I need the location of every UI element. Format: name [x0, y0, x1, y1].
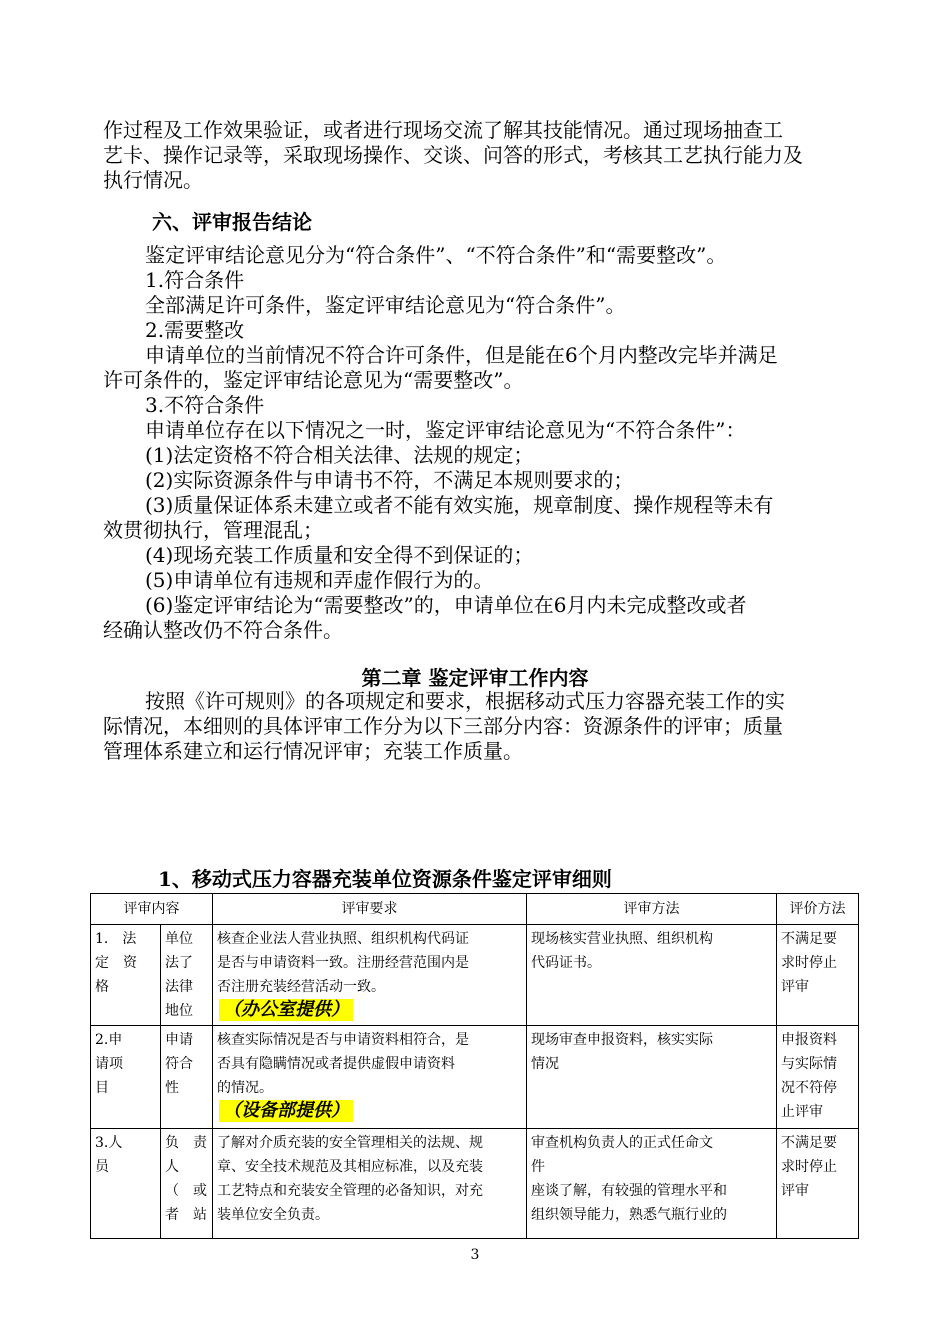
- text-line: (4)现场充装工作质量和安全得不到保证的；: [145, 543, 534, 567]
- cell-review-method: [527, 925, 777, 1026]
- cell-review-method: [527, 1026, 777, 1129]
- cell-text-line: 申报资料: [781, 1032, 837, 1048]
- cell-text-line: 评审: [781, 979, 809, 995]
- section-heading: 六、评审报告结论: [152, 210, 312, 234]
- cell-text-line: 核查实际情况是否与申请资料相符合，是: [217, 1032, 469, 1048]
- cell-text-line: 申请: [165, 1032, 193, 1048]
- cell-text-line: 负 责: [165, 1135, 207, 1151]
- cell-text-line: 定 资: [95, 955, 137, 971]
- review-table: [90, 893, 859, 1239]
- text-line: 申请单位存在以下情况之一时，鉴定评审结论意见为“不符合条件”：: [145, 418, 746, 442]
- highlighted-note: （办公室提供）: [219, 999, 353, 1021]
- cell-review-item: [91, 925, 161, 1026]
- table-row: [91, 1026, 859, 1129]
- text-line: 2.需要整改: [145, 318, 245, 342]
- table-header-row: [91, 894, 859, 925]
- cell-text-line: 员: [95, 1159, 109, 1175]
- cell-text-line: 单位: [165, 931, 193, 947]
- text-line: 经确认整改仍不符合条件。: [103, 618, 343, 642]
- text-line: (5)申请单位有违规和弄虚作假行为的。: [145, 568, 494, 592]
- cell-evaluation-method: [777, 925, 859, 1026]
- text-line: (6)鉴定评审结论为“需要整改”的，申请单位在6月内未完成整改或者: [145, 593, 747, 617]
- cell-review-requirement: [213, 925, 527, 1026]
- cell-text-line: 否具有隐瞒情况或者提供虚假申请资料: [217, 1056, 455, 1072]
- cell-review-requirement: [213, 1129, 527, 1239]
- cell-text-line: 章、安全技术规范及其相应标准，以及充装: [217, 1159, 483, 1175]
- text-line: 艺卡、操作记录等，采取现场操作、交谈、问答的形式，考核其工艺执行能力及: [103, 143, 803, 167]
- cell-text-line: 情况: [531, 1056, 559, 1072]
- page-number: 3: [470, 1247, 480, 1263]
- cell-text-line: 法律: [165, 979, 193, 995]
- header-evaluation-method: 评价方法: [777, 894, 859, 925]
- cell-review-item: [91, 1129, 161, 1239]
- table-title: 1、移动式压力容器充装单位资源条件鉴定评审细则: [158, 867, 612, 891]
- intro-paragraph: [103, 118, 853, 193]
- cell-text-line: 2.申: [95, 1032, 123, 1048]
- cell-text-line: 件: [531, 1159, 545, 1175]
- cell-text-line: 人: [165, 1159, 179, 1175]
- chapter-title: 第二章 鉴定评审工作内容: [361, 666, 589, 690]
- text-line: 许可条件的，鉴定评审结论意见为“需要整改”。: [103, 368, 524, 392]
- cell-text-line: 地位: [165, 1003, 193, 1019]
- cell-text-line: 法了: [165, 955, 193, 971]
- text-line: 作过程及工作效果验证，或者进行现场交流了解其技能情况。通过现场抽查工: [103, 118, 783, 142]
- cell-text-line: 座谈了解，有较强的管理水平和: [531, 1183, 727, 1199]
- cell-text-line: 目: [95, 1080, 109, 1096]
- text-line: 际情况，本细则的具体评审工作分为以下三部分内容：资源条件的评审；质量: [103, 714, 783, 738]
- text-line: 管理体系建立和运行情况评审；充装工作质量。: [103, 739, 523, 763]
- text-line: 全部满足许可条件，鉴定评审结论意见为“符合条件”。: [145, 293, 626, 317]
- cell-evaluation-method: [777, 1129, 859, 1239]
- header-review-requirement: 评审要求: [213, 894, 527, 925]
- cell-text-line: 请项: [95, 1056, 123, 1072]
- cell-text-line: 现场核实营业执照、组织机构: [531, 931, 713, 947]
- cell-text-line: 3.人: [95, 1135, 123, 1151]
- cell-text-line: 格: [95, 979, 109, 995]
- cell-text-line: 止评审: [781, 1104, 823, 1120]
- cell-text-line: 与实际情: [781, 1056, 837, 1072]
- text-line: 效贯彻执行，管理混乱；: [103, 518, 323, 542]
- cell-text-line: （ 或: [165, 1183, 207, 1199]
- text-line: 申请单位的当前情况不符合许可条件，但是能在6个月内整改完毕并满足: [145, 343, 778, 367]
- text-line: (3)质量保证体系未建立或者不能有效实施，规章制度、操作规程等未有: [145, 493, 774, 517]
- cell-review-subitem: [161, 925, 213, 1026]
- cell-text-line: 评审: [781, 1183, 809, 1199]
- cell-text-line: 求时停止: [781, 1159, 837, 1175]
- cell-review-subitem: [161, 1129, 213, 1239]
- cell-text-line: 1. 法: [95, 931, 137, 947]
- cell-text-line: 符合: [165, 1056, 193, 1072]
- cell-text-line: 代码证书。: [531, 955, 601, 971]
- cell-text-line: 审查机构负责人的正式任命文: [531, 1135, 713, 1151]
- cell-text-line: 况不符停: [781, 1080, 837, 1096]
- cell-review-requirement: [213, 1026, 527, 1129]
- text-line: 按照《许可规则》的各项规定和要求，根据移动式压力容器充装工作的实: [145, 689, 785, 713]
- cell-evaluation-method: [777, 1026, 859, 1129]
- cell-text-line: 性: [165, 1080, 179, 1096]
- cell-text-line: 求时停止: [781, 955, 837, 971]
- text-line: 鉴定评审结论意见分为“符合条件”、“不符合条件”和“需要整改”。: [145, 243, 727, 267]
- text-line: (1)法定资格不符合相关法律、法规的规定；: [145, 443, 534, 467]
- text-line: 1.符合条件: [145, 268, 245, 292]
- cell-text-line: 工艺特点和充装安全管理的必备知识，对充: [217, 1183, 483, 1199]
- cell-text-line: 现场审查申报资料，核实实际: [531, 1032, 713, 1048]
- cell-text-line: 的情况。: [217, 1080, 273, 1096]
- table-row: [91, 1129, 859, 1239]
- section6-body: [103, 243, 853, 643]
- table-row: [91, 925, 859, 1026]
- text-line: 3.不符合条件: [145, 393, 265, 417]
- cell-text-line: 不满足要: [781, 931, 837, 947]
- header-review-content: 评审内容: [91, 894, 213, 925]
- cell-text-line: 者 站: [165, 1207, 207, 1223]
- cell-text-line: 不满足要: [781, 1135, 837, 1151]
- cell-review-method: [527, 1129, 777, 1239]
- cell-review-item: [91, 1026, 161, 1129]
- cell-review-subitem: [161, 1026, 213, 1129]
- chapter2-body: [103, 689, 853, 764]
- text-line: (2)实际资源条件与申请书不符，不满足本规则要求的；: [145, 468, 634, 492]
- text-line: 执行情况。: [103, 168, 203, 192]
- cell-text-line: 否注册充装经营活动一致。: [217, 979, 385, 995]
- cell-text-line: 了解对介质充装的安全管理相关的法规、规: [217, 1135, 483, 1151]
- cell-text-line: 核查企业法人营业执照、组织机构代码证: [217, 931, 469, 947]
- cell-text-line: 组织领导能力，熟悉气瓶行业的: [531, 1207, 727, 1223]
- highlighted-note: （设备部提供）: [219, 1100, 353, 1122]
- cell-text-line: 装单位安全负责。: [217, 1207, 329, 1223]
- header-review-method: 评审方法: [527, 894, 777, 925]
- cell-text-line: 是否与申请资料一致。注册经营范围内是: [217, 955, 469, 971]
